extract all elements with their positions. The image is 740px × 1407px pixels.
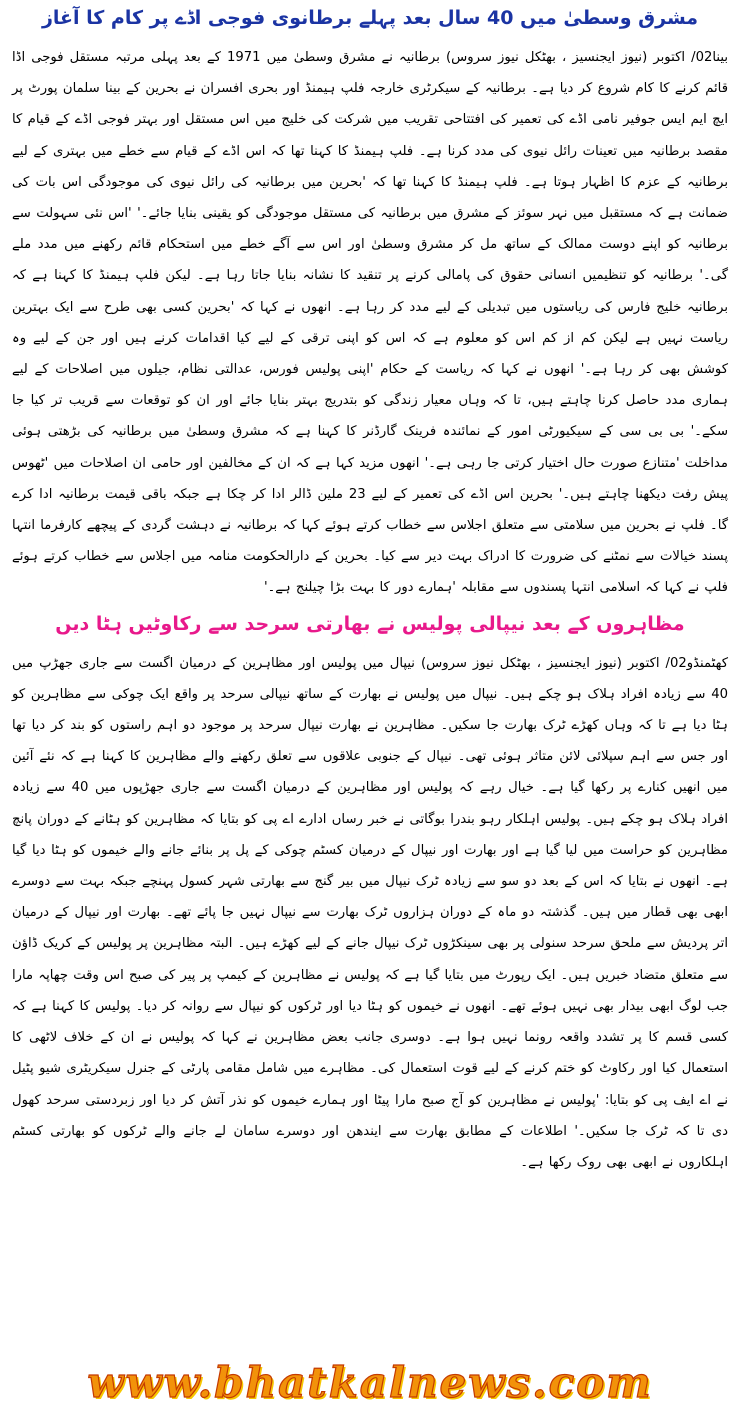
site-url-logo[interactable]: www.bhatkalnews.com	[87, 1358, 653, 1407]
article-paragraph: بینا02/ اکتوبر (نیوز ایجنسیز ، بھٹکل نیوز سروس) برطانیہ نے مشرق وسطیٰ میں 1971 کے بعد پہلی مرتبہ مستقل فوجی اڈا قائم کرنے کا کام شروع کر دیا ہے۔ برطانیہ کے سیکرٹری خارجہ فلپ ہیمنڈ اور بحری افسران نے بحرین کے بینا سلمان پورٹ پر ایچ ایم ایس جوفیر نامی اڈے کی تعمیر کی افتتاحی تقریب میں شرکت کی خلیج میں اس مستقل اور بہتر فوجی اڈے کے قیام کا مقصد برطانیہ میں تعینات رائل نیوی کی مدد کرنا ہے۔ فلپ ہیمنڈ کا کہنا تھا کہ اس اڈے کے قیام سے خطے میں بہتری کے لیے برطانیہ کے عزم کا اظہار ہوتا ہے۔ فلپ ہیمنڈ کا کہنا تھا کہ 'بحرین میں برطانیہ کی رائل نیوی کی موجودگی اس بات کی ضمانت ہے کہ مستقبل میں نہر سوئز کے مشرق میں برطانیہ کی مستقل موجودگی کو یقینی بنایا جائے۔' 'اس نئی سہولت سے برطانیہ کو اپنے دوست ممالک کے ساتھ مل کر مشرق وسطیٰ اور اس سے آگے خطے میں استحکام قائم رکھنے میں مدد ملے گی۔' برطانیہ کو تنظیمیں انسانی حقوق کی پامالی کرنے پر تنقید کا نشانہ بنایا جاتا رہا ہے۔ لیکن فلپ ہیمنڈ کا کہنا ہے کہ برطانیہ خلیج فارس کی ریاستوں میں تبدیلی کے لیے مدد کر رہا ہے۔ انھوں نے کہا کہ 'بحرین کسی بھی طرح سے ایک بہترین ریاست نہیں ہے لیکن کم از کم اس کو معلوم ہے کہ اس کو اپنی ترقی کے لیے کیا اقدامات کرنے ہیں اور جن کے لیے وہ کوشش بھی کر رہا ہے۔' انھوں نے کہا کہ ریاست کے حکام 'اپنی پولیس فورس، عدالتی نظام، جیلوں میں اصلاحات کے لیے ہماری مدد حاصل کرنا چاہتے ہیں، تا کہ وہاں معیار زندگی کو بتدریج بہتر بنایا جائے اور ان کو توقعات سے قریب تر کیا جا سکے۔' بی بی سی کے سیکیورٹی امور کے نمائندہ فرینک گارڈنر کا کہنا ہے کہ مشرق وسطیٰ میں برطانیہ کی بڑھتی ہوئی مداخلت 'متنازع صورت حال اختیار کرتی جا رہی ہے۔' انھوں مزید کہا ہے کہ ان کے مخالفین اور حامی ان اصلاحات میں 'ٹھوس پیش رفت دیکھنا چاہتے ہیں۔' بحرین اس اڈے کی تعمیر کے لیے 23 ملین ڈالر ادا کر چکا ہے جبکہ باقی قیمت برطانیہ ادا کرے گا۔ فلپ نے بحرین میں سلامتی سے متعلق اجلاس سے خطاب کرتے ہوئے کہا کہ برطانیہ نے دہشت گردی کے پیچھے کارفرما انتہا پسند خیالات سے نمٹنے کی ضرورت کا ادراک بہت دیر سے کیا۔ بحرین کے دارالحکومت منامہ میں اجلاس سے خطاب کرتے ہوئے فلپ نے کہا کہ اسلامی انتہا پسندوں سے مقابلہ 'ہمارے دور کا بہت بڑا چیلنج ہے۔'	[12, 50, 728, 596]
article-paragraph: کھٹمنڈو02/ اکتوبر (نیوز ایجنسیز ، بھٹکل نیوز سروس) نیپال میں پولیس اور مظاہرین کے درمیان اگست سے جاری جھڑپ میں 40 سے زیادہ افراد ہلاک ہو چکے ہیں۔ نیپال میں پولیس نے بھارت کے ساتھ نیپالی سرحد پر واقع ایک چوکی سے مظاہرین کو ہٹا دیا ہے تا کہ وہاں کھڑے ٹرک بھارت جا سکیں۔ مظاہرین نے بھارت نیپال سرحد پر موجود دو اہم راستوں کو بند کر دیا تھا اور جس سے اہم سپلائی لائن متاثر ہوئی تھی۔ نیپال کے جنوبی علاقوں سے تعلق رکھنے والے مظاہرین کا کہنا ہے کہ نئے آئین میں انھیں کنارے پر رکھا گیا ہے۔ خیال رہے کہ پولیس اور مظاہرین کے درمیان اگست سے جاری جھڑپوں میں 40 سے زیادہ افراد ہلاک ہو چکے ہیں۔ پولیس اہلکار رہو بندرا بوگاتی نے خبر رساں ادارے اے پی کو بتایا کہ مظاہرین کو ہٹانے کے دوران پانچ مظاہرین کو حراست میں لیا گیا ہے اور بھارت اور نیپال کے درمیان کسٹم چوکی کے پل پر بنائے جانے والے خیموں کو ہٹا دیا گیا ہے۔ انھوں نے بتایا کہ اس کے بعد دو سو سے زیادہ ٹرک نیپال میں بیر گنج سے بھارتی شہر کسول پہنچے جبکہ بہت سے دوسرے ابھی بھی قطار میں ہیں۔ گذشتہ دو ماہ کے دوران ہزاروں ٹرک بھارت سے نیپال نہیں جا پائے تھے۔ بھارت اور نیپال کے درمیان اتر پردیش سے ملحق سرحد سنولی پر بھی سینکڑوں ٹرک نیپال جانے کے لیے کھڑے ہیں۔ البتہ مظاہرین پر پولیس کے کریک ڈاؤن سے متعلق متضاد خبریں ہیں۔ ایک رپورٹ میں بتایا گیا ہے کہ پولیس نے مظاہرین کے کیمپ پر پیر کی صبح اس وقت چھاپہ مارا جب لوگ ابھی بیدار بھی نہیں ہوئے تھے۔ انھوں نے خیموں کو ہٹا دیا اور ٹرکوں کو نیپال سے روانہ کر دیا۔ پولیس کا کہنا ہے کہ کسی قسم کا پر تشدد واقعہ رونما نہیں ہوا ہے۔ دوسری جانب بعض مظاہرین نے کہا کہ پولیس نے ان کے خلاف لاٹھی کا استعمال کیا اور رکاوٹ کو ختم کرنے کے لیے قوت استعمال کی۔ مظاہرے میں شامل مقامی پارٹی کے جنرل سیکریٹری شیو پٹیل نے اے ایف پی کو بتایا: 'پولیس نے مظاہرین کو آج صبح مارا پیٹا اور ہمارے خیموں کو نذر آتش کر دیا اور زبردستی سرحد کھول دی تا کہ ٹرک جا سکیں۔' اطلاعات کے مطابق بھارت سے ایندھن اور دوسرے سامان لے جانے والے ٹرکوں کو بھارتی کسٹم اہلکاروں نے ابھی بھی روک رکھا ہے۔	[12, 655, 728, 1170]
site-footer	[0, 1358, 740, 1407]
news-page	[0, 4, 740, 1407]
article-body	[12, 648, 728, 1178]
article-body	[12, 42, 728, 604]
article-headline: مشرق وسطیٰ میں 40 سال بعد پہلے برطانوی فوجی اڈے پر کام کا آغاز	[41, 7, 699, 29]
article-headline: مظاہروں کے بعد نیپالی پولیس نے بھارتی سرحد سے رکاوٹیں ہٹا دیں	[55, 612, 685, 635]
